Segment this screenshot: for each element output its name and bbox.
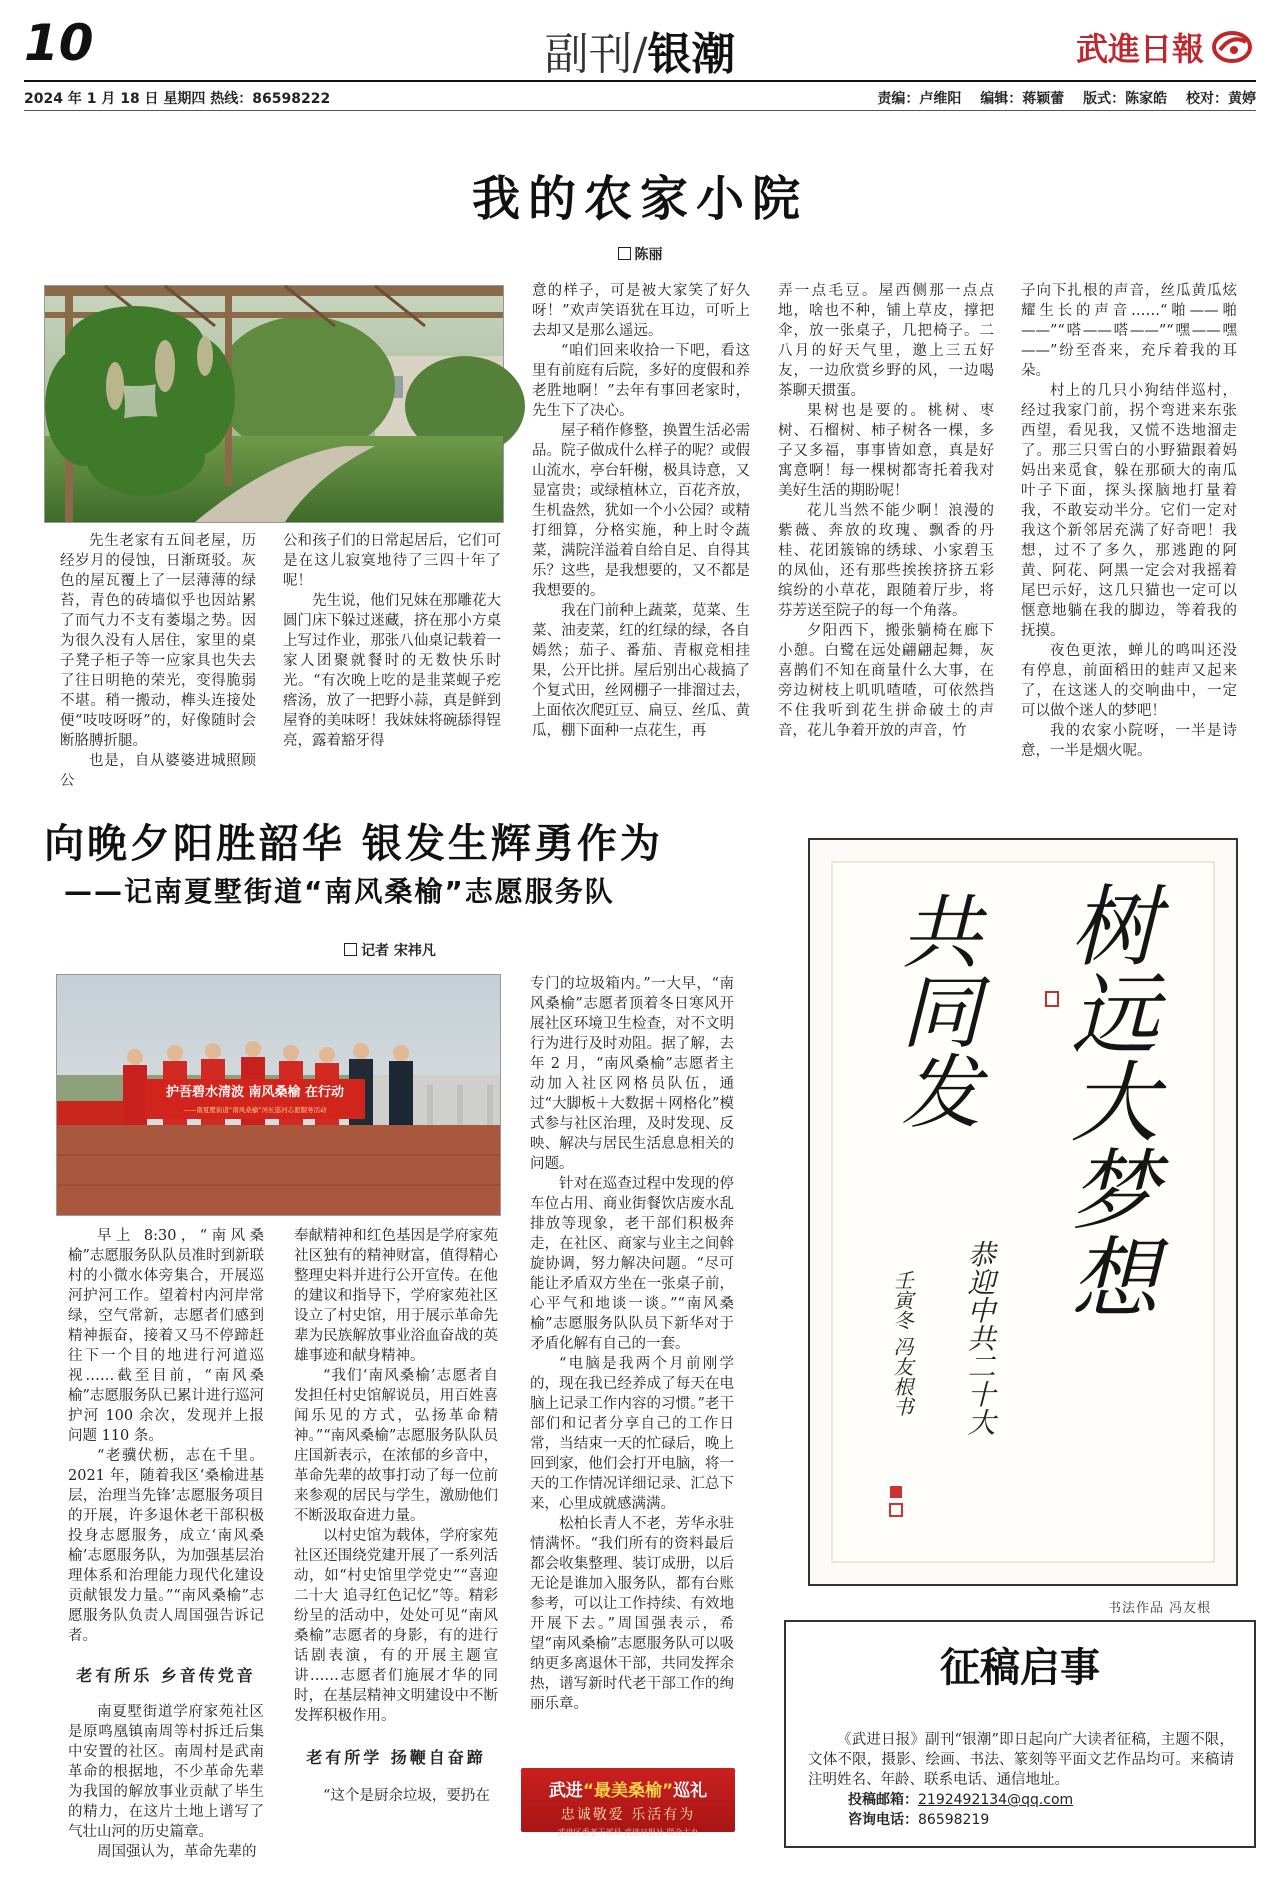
banner-highlight: “最美桑榆” [582, 1781, 674, 1801]
brand-name: 武進日報 [1075, 30, 1204, 68]
section-prefix: 副刊/ [544, 29, 648, 80]
header-rule-top [24, 80, 1256, 82]
paragraph: 针对在巡查过程中发现的停车位占用、商业街餐饮店废水乱排放等现象，老干部们积极奔走，在社区、商家与业主之间斡旋协调，努力解决问题。“尽可能让矛盾双方坐在一张桌子前，心平气和地谈一谈。”“南风桑榆”志愿服务队队员下新华对于矛盾化解有自己的一套。 [530, 1176, 734, 1352]
byline-box-icon [344, 943, 357, 956]
article2-column-2 [294, 1226, 498, 1826]
volunteer-team-photo [56, 974, 501, 1216]
banner-organizers: 武进区委老干部局 武进日报社 联合主办 [557, 1828, 699, 1837]
article2-byline [290, 940, 490, 960]
banner-prefix: 武进 [548, 1781, 583, 1801]
credit-copy-editor: 编辑：蒋颖蕾 [980, 91, 1065, 107]
paragraph: “咱们回来收拾一下吧，看这里有前庭有后院，多好的度假和养老胜地啊！”去年有事回老家时，先生下了决心。 [532, 343, 750, 419]
paragraph: 也是，自从婆婆进城照顾公 [60, 753, 256, 789]
paragraph: 先生老家有五间老屋，历经岁月的侵蚀，日渐斑驳。灰色的屋瓦覆上了一层薄薄的绿苔，青色的砖墙似乎也因站累了而气力不支有萎塌之势。因为很久没有人居住，家里的桌子凳子柜子等一应家具也失去了往日明艳的荣光，变得脆弱不堪。稍一搬动，榫头连接处便“吱吱呀呀”的，好像随时会断胳膊折腿。 [60, 533, 256, 749]
calligraphy-scroll-image [810, 840, 1236, 1584]
email-link[interactable]: 2192492134@qq.com [918, 1792, 1074, 1808]
paragraph: 夜色更浓，蝉儿的鸣叫还没有停息，前面稻田的蛙声又起来了，在这迷人的交响曲中，一定可以做个迷人的梦吧！ [1021, 643, 1237, 719]
article1-column-3 [532, 281, 750, 761]
paragraph: 果树也是要的。桃树、枣树、石榴树、柿子树各一棵，多子又多福，事事皆如意，真是好寓意啊！每一棵树都寄托着我对美好生活的期盼呢！ [778, 403, 994, 499]
phone-number: 86598219 [918, 1812, 990, 1828]
paragraph: 以村史馆为载体，学府家苑社区还围绕党建开展了一系列活动，如“村史馆里学党史”“喜迎二十大 追寻红色记忆”等。精彩纷呈的活动中，处处可见“南风桑榆”志愿者的身影，有的进行话剧表演，有的开展主题宣讲……志愿者们施展才华的同时，在基层精神文明建设中不断发挥积极作用。 [294, 1528, 498, 1724]
calligraphy-main-text-left: 共同发 [887, 890, 981, 1130]
banner-suffix: 巡礼 [673, 1781, 708, 1801]
paragraph: 我在门前种上蔬菜，苋菜、生菜、油麦菜，红的红绿的绿，各自嫣然；茄子、番茄、青椒竞相挂果，公开比拼。屋后别出心裁搞了个复式田，丝网棚子一排溜过去，上面依次爬豇豆、扁豆、丝瓜、黄瓜，棚下面种一点花生，再 [532, 603, 750, 739]
article2-column-1 [68, 1226, 264, 1860]
brand-logo-icon [1212, 30, 1252, 64]
banner-title [521, 1768, 735, 1801]
paragraph: 松柏长青人不老，芳华永驻情满怀。“我们所有的资料最后都会收集整理、装订成册，以后无论是谁加入服务队，都有台账参考，可以让工作持续、有效地开展下去。”周国强表示，希望“南风桑榆”志愿服务队可以吸纳更多离退休干部，共同发挥余热，谱写新时代老干部工作的绚丽乐章。 [530, 1516, 734, 1712]
credit-editor: 责编：卢维阳 [877, 91, 962, 107]
paragraph: 屋子稍作修整，换置生活必需品。院子做成什么样子的呢？或假山流水，亭台轩榭，极具诗意，又显富贵；或绿植林立，百花齐放，生机盎然，犹如一个小公园？或精打细算，分格实施，种上时令蔬菜，满院洋溢着自给自足、自得其乐？这些，是我想要的，又不都是我想要的。 [532, 423, 750, 599]
byline-box-icon [618, 247, 631, 260]
paragraph: 子向下扎根的声音，丝瓜黄瓜炫耀生长的声音……“啪——啪——”“嗒——嗒——”“嘿——嘿——”纷至沓来，充斥着我的耳朵。 [1021, 283, 1237, 379]
paragraph: 早上 8:30，“南风桑榆”志愿服务队队员准时到新联村的小微水体旁集合，开展巡河护河工作。望着村内河岸常绿，空气常新，志愿者们感到精神振奋，接着又马不停蹄赶往下一个目的地进行河道巡视……截至目前，“南风桑榆”志愿服务队已累计进行巡河护河 100 余次，发现并上报问题 110 条。 [68, 1228, 264, 1444]
calligraphy-main-text-right: 树远大梦想 [1056, 880, 1160, 1320]
notice-paragraph: 《武进日报》副刊“银潮”即日起向广大读者征稿，主题不限，文体不限，摄影、绘画、书法、篆刻等平面文艺作品均可。来稿请注明姓名、年龄、联系电话、通信地址。 [808, 1732, 1234, 1788]
paragraph: 先生说，他们兄妹在那雕花大圆门床下躲过迷藏，挤在那小方桌上写过作业，那张八仙桌记载着一家人团聚就餐时的无数快乐时光。“有次晚上吃的是韭菜蚬子疙瘩汤，放了一把野小蒜，真是鲜到屋脊的美味呀！我妹妹将碗舔得锃亮，露着豁牙得 [283, 593, 501, 749]
call-for-submissions [784, 1620, 1256, 1848]
paragraph: “电脑是我两个月前刚学的，现在我已经养成了每天在电脑上记录工作内容的习惯。”老干部们和记者分享自己的工作日常，当结束一天的忙碌后，晚上回到家，他们会打开电脑，将一天的工作情况详细记录、汇总下来，心里成就感满满。 [530, 1356, 734, 1512]
date-line: 2024 年 1 月 18 日 星期四 热线：86598222 [24, 91, 331, 107]
paragraph: “我们‘南风桑榆’志愿者自发担任村史馆解说员，用百姓喜闻乐见的方式，弘扬革命精神。”“南风桑榆”志愿服务队队员庄国新表示，在浓郁的乡音中，革命先辈的故事打动了每一位前来参观的居民与学生，激励他们不断汲取奋进力量。 [294, 1368, 498, 1524]
paragraph: “这个是厨余垃圾，要扔在 [323, 1788, 490, 1804]
subhead-2: 老有所学 扬鞭自奋蹄 [306, 1748, 486, 1767]
email-label: 投稿邮箱： [848, 1792, 918, 1808]
paragraph: 奉献精神和红色基因是学府家苑社区独有的精神财富，值得精心整理史料并进行公开宣传。在他的建议和指导下，学府家苑社区设立了村史馆，用于展示革命先辈为民族解放事业浴血奋战的英雄事迹和献身精神。 [294, 1228, 498, 1364]
credit-proofreader: 校对：黄婷 [1186, 91, 1256, 107]
notice-phone-row [808, 1810, 1234, 1830]
paragraph: 专门的垃圾箱内。”一大早，“南风桑榆”志愿者顶着冬日寒风开展社区环境卫生检查，对不文明行为进行及时劝阻。据了解，去年 2 月，“南风桑榆”志愿者主动加入社区网格员队伍，通过“大脚板＋大数据＋网格化”模式参与社区治理，及时发现、反映、解决与居民生活息息相关的问题。 [530, 976, 734, 1172]
paragraph: 周国强认为，革命先辈的 [97, 1844, 257, 1860]
subhead-1: 老有所乐 乡音传党音 [76, 1666, 256, 1685]
paragraph: 公和孩子们的日常起居后，它们可是在这儿寂寞地待了三四十年了呢！ [283, 533, 501, 589]
credit-layout: 版式：陈家皓 [1083, 91, 1168, 107]
notice-title: 征稿启事 [940, 1645, 1100, 1691]
paragraph: 夕阳西下，搬张躺椅在廊下小憩。白鹭在远处翩翩起舞，灰喜鹊们不知在商量什么大事，在旁边树枝上叽叽喳喳，可依然挡不住我听到花生拼命破土的声音，花儿争着开放的声音，竹 [778, 623, 994, 739]
article1-column-2 [283, 531, 501, 761]
photo-banner-text: 护吾碧水清波 南风桑榆 在行动 [165, 1085, 345, 1100]
article2-column-3 [530, 974, 734, 1760]
header-rule-bottom [24, 110, 1256, 111]
series-banner [521, 1768, 735, 1837]
article2-subtitle: ——记南夏墅街道“南风桑榆”志愿服务队 [64, 875, 615, 908]
photo-banner-subtext: ——南夏墅街道“南风桑榆”河长巡河志愿服务活动 [183, 1106, 327, 1114]
notice-body [808, 1730, 1234, 1830]
notice-email-row [808, 1790, 1234, 1810]
page-number: 10 [24, 14, 94, 72]
paragraph: 村上的几只小狗结伴巡村，经过我家门前，拐个弯进来东张西望，看见我，又慌不迭地溜走了。那三只雪白的小野猫跟着妈妈出来觅食，躲在那硕大的南瓜叶子下面，探头探脑地打量着我，不敢妄动半分。它们一定对我这个新邻居充满了好奇吧！我想，过不了多久，那逃跑的阿黄、阿花、阿黑一定会对我摇着尾巴示好，这几只猫也一定可以惬意地躺在我的脚边，等着我的抚摸。 [1021, 383, 1237, 639]
calligraphy-artwork [808, 838, 1238, 1586]
paragraph: 南夏墅街道学府家苑社区是原鸣凰镇南周等村拆迁后集中安置的社区。南周村是武南革命的根据地，不少革命先辈为我国的解放事业贡献了毕生的精力，在这片土地上谱写了气壮山河的历史篇章。 [68, 1704, 264, 1840]
paragraph: 弄一点毛豆。屋西侧那一点点地，啥也不种，铺上草皮，撑把伞，放一张桌子，几把椅子。二八月的好天气里，邀上三五好友，一边欣赏乡野的风，一边喝茶聊天掼蛋。 [778, 283, 994, 399]
paragraph: 意的样子，可是被大家笑了好久呀！”欢声笑语犹在耳边，可听上去却又是那么遥远。 [532, 283, 750, 339]
article1-column-5 [1021, 281, 1237, 761]
volunteers-group-image [57, 975, 500, 1215]
section-name: 银潮 [647, 29, 736, 80]
article1-title: 我的农家小院 [471, 171, 808, 227]
calligraphy-inscription-b: 壬寅冬 冯友根书 [890, 1270, 914, 1417]
article2-title: 向晚夕阳胜韶华 银发生辉勇作为 [44, 821, 663, 867]
phone-label: 咨询电话： [848, 1812, 918, 1828]
article1-column-4 [778, 281, 994, 761]
article1-author: 陈丽 [634, 247, 663, 263]
calligraphy-caption: 书法作品 冯友根 [1108, 1601, 1212, 1616]
paragraph: 花儿当然不能少啊！浪漫的紫薇、奔放的玫瑰、飘香的丹桂、花团簇锦的绣球、小家碧玉的凤仙，还有那些挨挨挤挤五彩缤纷的小草花，跟随着厅步，将芬芳送至院子的每一个角落。 [778, 503, 994, 619]
seal-stamp-icon [890, 1486, 902, 1498]
article1-byline [0, 244, 1280, 264]
banner-slogan: 忠诚敬爱 乐活有为 [560, 1807, 696, 1823]
newspaper-brand [1076, 24, 1252, 70]
editor-credits [863, 88, 1256, 108]
article1-column-1 [60, 531, 256, 789]
calligraphy-inscription-a: 恭迎中共二十大 [963, 1240, 997, 1436]
garden-pergola-image [45, 286, 503, 522]
paragraph: “老骥伏枥，志在千里。2021 年，随着我区‘桑榆进基层，治理当先锋’志愿服务项目的开展，许多退休老干部积极投身志愿服务，成立‘南风桑榆’志愿服务队，为加强基层治理体系和治理能力现代化建设贡献银发力量。”“南风桑榆”志愿服务队负责人周国强告诉记者。 [68, 1448, 264, 1644]
paragraph: 我的农家小院呀，一半是诗意，一半是烟火呢。 [1021, 723, 1237, 759]
article2-author: 记者 宋祎凡 [361, 943, 436, 959]
garden-photo [44, 285, 504, 523]
